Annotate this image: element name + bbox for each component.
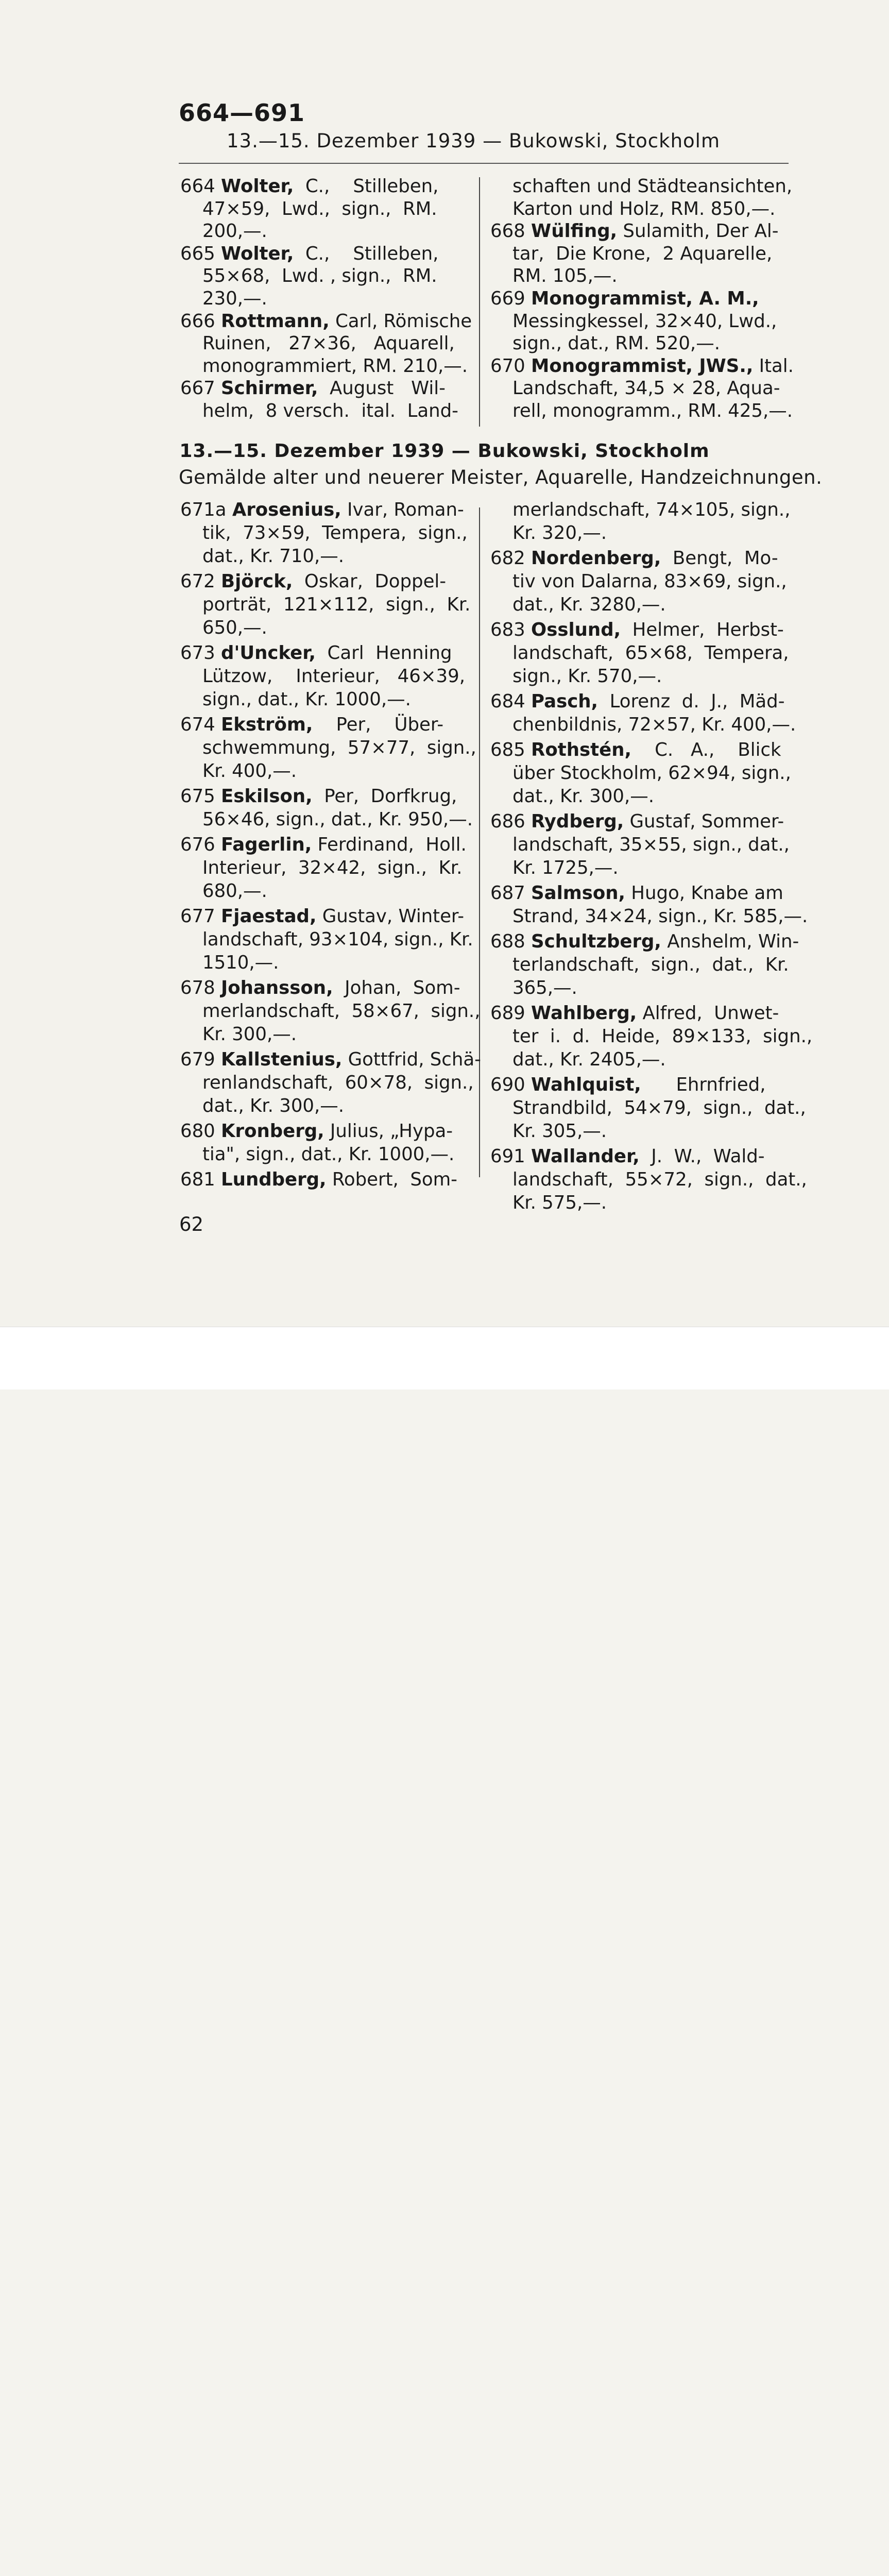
lot-description: Gustav, Winter- [316,906,465,927]
lot-text: dat., Kr. 3280,—. [512,594,666,615]
artist-name: Ekström, [221,714,313,735]
text-line [490,1168,807,1192]
lot-text: 674 [180,714,221,735]
lot-description: Julius, „Hypa- [324,1121,453,1142]
lot-text: landschaft, 65×68, Tempera, [512,642,789,664]
lot-text: 690 [490,1074,532,1095]
lot-text: 664 [180,176,221,197]
lot-text: 683 [490,619,532,640]
text-line [490,499,794,522]
text-line [180,1168,474,1192]
text-line [180,760,474,783]
artist-name: Wallander, [531,1146,640,1167]
text-line [180,808,474,832]
text-line [490,1097,806,1120]
lot-text: 56×46, sign., dat., Kr. 950,—. [202,809,473,830]
text-line [490,739,794,762]
text-line [490,1120,794,1143]
text-line [490,834,794,857]
lot-text: 687 [490,883,532,904]
lot-text: 671a [180,499,232,520]
lot-text: 1510,—. [202,952,279,973]
text-line [490,977,794,1000]
text-line [180,785,474,808]
lot-text: tik, 73×59, Tempera, sign., [202,522,468,544]
lot-text: 686 [490,811,532,832]
lot-description: Sulamith, Der Al- [617,221,779,242]
lot-description: Alfred, Unwet- [637,1003,779,1024]
text-line [180,287,471,310]
text-line [490,619,794,642]
text-line [180,220,471,243]
artist-name: Rydberg, [531,811,624,832]
lot-text: rell, monogramm., RM. 425,—. [512,400,793,421]
text-line [490,1048,794,1072]
lot-text: terlandschaft, sign., dat., Kr. [512,954,789,975]
lot-text: 666 [180,310,221,332]
lot-description: Bengt, Mo- [661,548,778,569]
artist-name: Kallstenius, [221,1049,343,1070]
lot-description: Carl, Römische [329,310,472,332]
lot-text: Kr. 400,—. [202,760,297,782]
lot-text: dat., Kr. 300,—. [512,786,655,807]
lot-text: Ruinen, 27×36, Aquarell, [202,333,455,354]
text-line [180,834,474,857]
text-line [180,522,474,545]
artist-name: Pasch, [531,691,598,712]
text-line [180,265,471,287]
lot-text: 47×59, Lwd., sign., RM. [202,198,437,219]
text-line [180,1072,474,1095]
lot-text: ter i. d. Heide, 89×133, sign., [512,1026,813,1047]
lot-text: sign., dat., Kr. 1000,—. [202,689,411,710]
text-line [490,714,794,737]
lot-text: Kr. 575,—. [512,1192,607,1213]
lot-text: sign., Kr. 570,—. [512,666,662,687]
text-line [490,1002,794,1025]
text-line [180,1143,474,1166]
artist-name: Rottmann, [221,310,330,332]
lot-text: 679 [180,1049,221,1070]
text-line [490,762,794,785]
text-line [490,265,792,287]
lot-text: 668 [490,221,532,242]
lot-text: landschaft, 93×104, sign., Kr. [202,929,473,950]
text-line [490,785,794,808]
lot-description: C., Stilleben, [294,243,439,264]
text-line [490,954,794,977]
lot-text: dat., Kr. 2405,—. [512,1049,666,1070]
lot-description: Ivar, Roman- [341,499,464,520]
lot-description: C. A., Blick [631,739,781,760]
text-line [180,570,474,594]
lot-text: 680,—. [202,880,267,902]
text-line [180,617,474,640]
text-line [180,928,474,952]
text-line [180,1048,481,1072]
text-line [180,243,471,265]
lot-text: Strand, 34×24, sign., Kr. 585,—. [512,906,808,927]
section-title: 13.—15. Dezember 1939 — Bukowski, Stockholm [179,440,710,462]
artist-name: Wülfing, [531,221,618,242]
lot-text: 665 [180,243,221,264]
artist-name: Lundberg, [221,1169,327,1190]
lot-text: 685 [490,739,532,760]
text-line [180,1023,474,1046]
lot-description: Gustaf, Sommer- [624,811,784,832]
text-line [180,952,474,975]
text-line [490,1074,794,1097]
lot-description: Oskar, Doppel- [293,571,447,592]
lot-text: 680 [180,1121,221,1142]
text-line [180,332,471,355]
lot-description: Carl Henning [315,642,452,664]
section-subtitle: Gemälde alter und neuerer Meister, Aquarelle, Handzeichnungen. [179,466,823,488]
text-line [180,545,474,568]
lot-text: 684 [490,691,532,712]
lot-text: 230,—. [202,287,267,309]
lot-text: merlandschaft, 58×67, sign., [202,1001,481,1022]
artist-name: Kronberg, [221,1121,324,1142]
artist-name: Monogrammist, JWS., [531,355,754,377]
lot-text: 365,—. [512,977,577,998]
text-line [180,977,474,1000]
lot-text: schaften und Städteansichten, [512,176,793,197]
artist-name: Rothstén, [531,739,631,760]
lot-range-heading: 664—691 [179,99,305,127]
lot-description: Johan, Som- [333,977,460,998]
lot-text: Kr. 320,—. [512,522,607,544]
text-line [490,857,794,880]
text-line [490,198,792,221]
lot-text: 55×68, Lwd. , sign., RM. [202,265,437,287]
artist-name: Arosenius, [232,499,341,520]
lot-text: chenbildnis, 72×57, Kr. 400,—. [512,714,796,735]
text-line [180,499,474,522]
artist-name: d'Uncker, [221,642,316,664]
text-line [180,594,474,617]
lot-text: Lützow, Interieur, 46×39, [202,666,466,687]
lot-text: tiv von Dalarna, 83×69, sign., [512,571,787,592]
text-line [180,880,474,903]
lot-text: RM. 105,—. [512,265,618,287]
page-number: 62 [179,1213,204,1235]
artist-name: Johansson, [221,977,333,998]
lot-text: monogrammiert, RM. 210,—. [202,355,468,377]
text-line [490,377,792,400]
text-line [490,1145,794,1168]
artist-name: Wolter, [221,176,294,197]
lot-text: helm, 8 versch. ital. Land- [202,400,458,421]
lot-text: 673 [180,642,221,664]
text-line [490,547,794,570]
lot-description: J. W., Wald- [639,1146,765,1167]
lot-text: dat., Kr. 300,—. [202,1095,345,1116]
lot-text: Kr. 300,—. [202,1024,297,1045]
lot-text: 691 [490,1146,532,1167]
text-line [180,355,471,378]
lot-text: 670 [490,355,532,377]
lot-text: 669 [490,287,532,309]
artist-name: Salmson, [531,883,626,904]
lot-text: Strandbild, 54×79, sign., dat., [512,1097,806,1118]
text-line [490,930,799,954]
lot-text: merlandschaft, 74×105, sign., [512,499,791,520]
lot-text: Messingkessel, 32×40, Lwd., [512,310,777,332]
text-line [490,810,794,834]
text-line [180,1095,474,1118]
text-line [180,688,474,711]
lot-description: Ferdinand, Holl. [312,834,467,855]
text-line [490,690,794,714]
artist-name: Eskilson, [221,786,313,807]
artist-name: Wahlquist, [531,1074,641,1095]
text-line [490,175,792,198]
text-line [180,1120,474,1143]
text-line [490,400,792,422]
lower-right-column [490,499,813,1215]
artist-name: Wolter, [221,243,294,264]
lot-text: tar, Die Krone, 2 Aquarelle, [512,243,773,264]
text-line [490,355,792,378]
text-line [490,287,792,310]
artist-name: Wahlberg, [531,1003,637,1024]
lot-text: 689 [490,1003,532,1024]
artist-name: Schultzberg, [531,931,661,952]
text-line [180,310,471,333]
text-line [180,905,474,928]
text-line [180,400,471,422]
lot-text: über Stockholm, 62×94, sign., [512,762,791,784]
text-line [180,714,474,737]
column-divider-upper [479,177,480,427]
lot-description: Per, Über- [313,714,444,735]
text-line [180,642,474,665]
artist-name: Osslund, [531,619,621,640]
artist-name: Schirmer, [221,378,318,399]
artist-name: Monogrammist, A. M., [531,287,759,309]
lot-text: tia", sign., dat., Kr. 1000,—. [202,1144,455,1165]
footer-bar [0,1327,889,1389]
lot-description: Ehrnfried, [641,1074,766,1095]
text-line [490,905,808,928]
lot-text: Landschaft, 34,5 × 28, Aqua- [512,378,780,399]
lot-text: 677 [180,906,221,927]
text-line [490,332,792,355]
lot-description: C., Stilleben, [294,176,439,197]
artist-name: Björck, [221,571,293,592]
lot-text: schwemmung, 57×77, sign., [202,737,476,758]
text-line [180,377,471,400]
lot-description: Hugo, Knabe am [625,883,783,904]
lot-text: Kr. 305,—. [512,1121,607,1142]
text-line [490,220,792,243]
lot-description: Gottfrid, Schä- [342,1049,481,1070]
lot-description: Ital. [753,355,794,377]
text-line [180,857,474,880]
lot-text: sign., dat., RM. 520,—. [512,333,720,354]
text-line [490,882,794,905]
lot-text: 682 [490,548,532,569]
lot-text: renlandschaft, 60×78, sign., [202,1072,474,1093]
artist-name: Fagerlin, [221,834,312,855]
lot-text: landschaft, 35×55, sign., dat., [512,834,790,855]
upper-right-column [490,175,792,422]
text-line [180,665,474,688]
lot-description: August Wil- [318,378,446,399]
lot-text: porträt, 121×112, sign., Kr. [202,594,471,615]
lot-text: landschaft, 55×72, sign., dat., [512,1169,807,1190]
lot-text: 672 [180,571,221,592]
lot-description: Helmer, Herbst- [621,619,784,640]
lot-description: Anshelm, Win- [661,931,799,952]
text-line [490,665,794,688]
text-line [490,310,792,333]
text-line [490,570,794,594]
lot-text: dat., Kr. 710,—. [202,546,345,567]
text-line [490,1025,813,1048]
text-line [180,175,471,198]
artist-name: Fjaestad, [221,906,317,927]
text-line [490,243,792,265]
text-line [180,1000,481,1023]
lot-description: Lorenz d. J., Mäd- [598,691,785,712]
column-divider-lower [479,507,480,1177]
lot-text: 688 [490,931,532,952]
lot-text: 676 [180,834,221,855]
header-rule [179,163,789,164]
text-line [180,198,471,221]
auction-header-line: 13.—15. Dezember 1939 — Bukowski, Stockholm [227,130,720,152]
artist-name: Nordenberg, [531,548,661,569]
text-line [490,522,794,545]
lot-text: 200,—. [202,221,267,242]
lot-description: Per, Dorfkrug, [312,786,457,807]
lot-text: Kr. 1725,—. [512,857,619,878]
upper-left-column [180,175,471,422]
lot-text: 675 [180,786,221,807]
lot-text: 667 [180,378,221,399]
text-line [490,642,794,665]
lot-text: 678 [180,977,221,998]
lower-left-column [180,499,481,1192]
lot-text: 681 [180,1169,221,1190]
text-line [490,594,794,617]
lot-text: 650,—. [202,617,267,638]
lot-description: Robert, Som- [326,1169,457,1190]
text-line [490,1192,794,1215]
lot-text: Karton und Holz, RM. 850,—. [512,198,776,219]
lot-text: Interieur, 32×42, sign., Kr. [202,857,463,878]
text-line [180,737,474,760]
